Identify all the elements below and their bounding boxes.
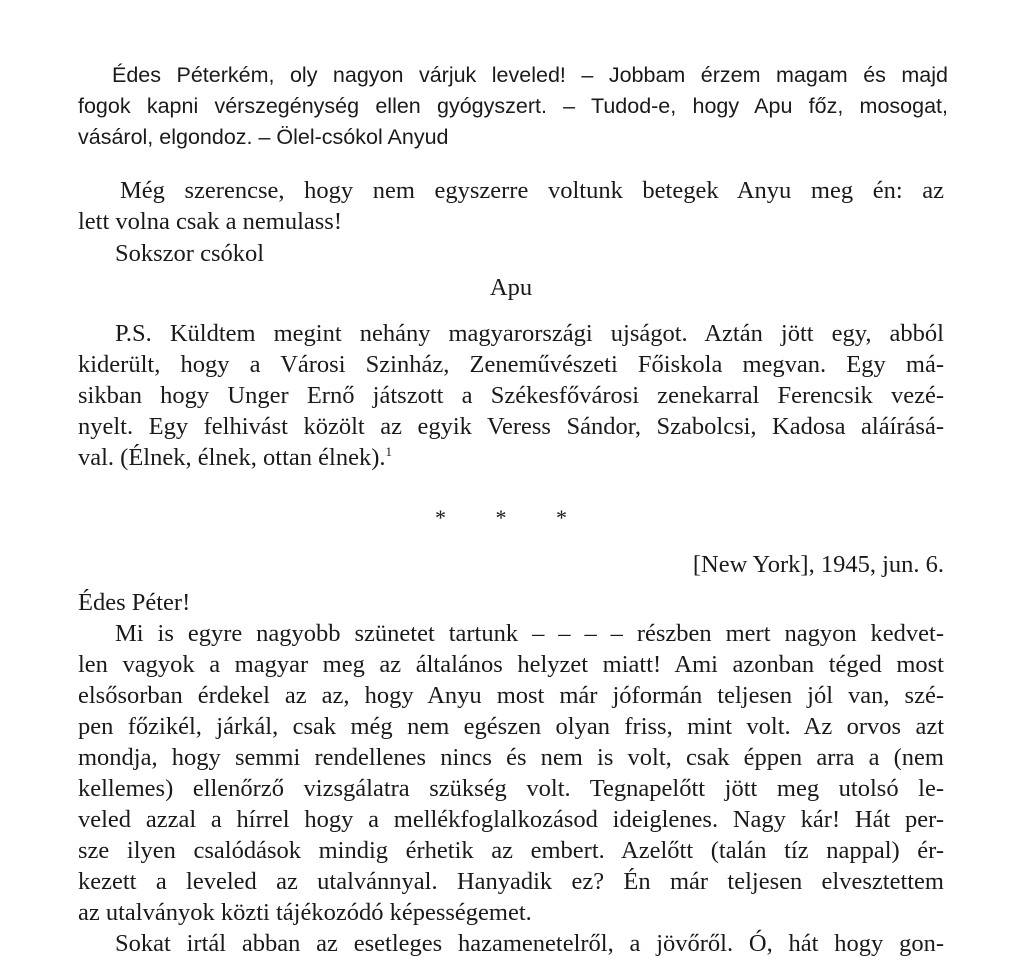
text-line: sikban hogy Unger Ernő játszott a Székesfővárosi zenekarral Ferencsik vezé- [78, 382, 944, 409]
signature: Apu [489, 274, 533, 301]
text-line: mondja, hogy semmi rendellenes nincs és nem is volt, csak éppen arra a (nem [78, 744, 944, 771]
text-line: lett volna csak a nemulass! [78, 208, 342, 235]
text-line: vásárol, elgondoz. – Ölel-csókol Anyud [78, 125, 449, 149]
text-line: Édes Péterkém, oly nagyon várjuk leveled! – Jobbam érzem magam és majd [112, 63, 948, 87]
closing-line [78, 238, 944, 269]
szerencse-paragraph [78, 175, 944, 237]
text-line: nyelt. Egy felhivást közölt az egyik Veress Sándor, Szabolcsi, Kadosa aláírásá- [78, 413, 944, 440]
text-line: Mi is egyre nagyobb szünetet tartunk – – – – részben mert nagyon kedvet- [115, 620, 944, 647]
text-line: Még szerencse, hogy nem egyszerre voltunk betegek Anyu meg én: az [120, 177, 944, 204]
anyu-note-paragraph [78, 60, 948, 153]
text-line: kezett a leveled az utalvánnyal. Hanyadik ez? Én már teljesen elvesztettem [78, 868, 944, 895]
ps-last-line-text: val. (Élnek, élnek, ottan élnek). [78, 444, 386, 471]
dateline: [New York], 1945, jun. 6. [692, 551, 944, 578]
text-line: sze ilyen csalódások mindig érhetik az embert. Azelőtt (talán tíz nappal) ér- [78, 837, 944, 864]
footnote-marker: 1 [385, 444, 392, 459]
text-line: az utalványok közti tájékozódó képességemet. [78, 899, 532, 926]
postscript-paragraph [78, 318, 944, 473]
text-line: kiderült, hogy a Városi Szinház, Zeneművészeti Főiskola megvan. Egy má- [78, 351, 944, 378]
text-line: fogok kapni vérszegénység ellen gyógyszert. – Tudod-e, hogy Apu főz, mosogat, [78, 94, 948, 118]
section-separator: * * * [435, 505, 589, 530]
text-line: kellemes) ellenőrző vizsgálatra szükség volt. Tegnapelőtt jött meg utolsó le- [78, 775, 944, 802]
text-line: elsősorban érdekel az az, hogy Anyu most már jóformán teljesen jól van, szé- [78, 682, 944, 709]
closing-text: Sokszor csókol [115, 240, 265, 267]
text-line [78, 442, 944, 473]
text-line: Sokat irtál abban az esetleges hazamenetelről, a jövőről. Ó, hát hogy gon- [115, 930, 944, 957]
letter-body-paragraph [78, 618, 944, 959]
text-line: len vagyok a magyar meg az általános helyzet miatt! Ami azonban téged most [78, 651, 944, 678]
text-line: veled azzal a hírrel hogy a mellékfoglalkozásod ideiglenes. Nagy kár! Hát per- [78, 806, 944, 833]
salutation: Édes Péter! [78, 589, 191, 616]
text-line: P.S. Küldtem megint nehány magyarországi ujságot. Aztán jött egy, abból [115, 320, 944, 347]
text-line: pen főzikél, járkál, csak még nem egészen olyan friss, mint volt. Az orvos azt [78, 713, 944, 740]
